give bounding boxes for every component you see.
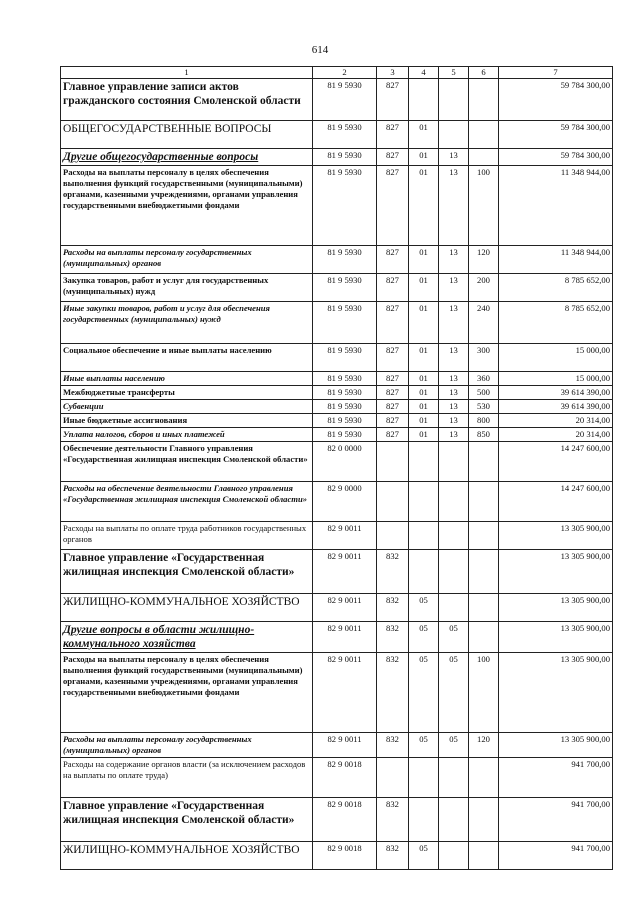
row-expense-type xyxy=(469,149,499,166)
row-expense-type: 530 xyxy=(469,400,499,414)
row-grbs: 827 xyxy=(377,149,409,166)
row-amount: 14 247 600,00 xyxy=(499,482,613,522)
row-subsection xyxy=(439,758,469,798)
row-target-article: 81 9 5930 xyxy=(313,79,377,121)
row-amount: 39 614 390,00 xyxy=(499,400,613,414)
table-row xyxy=(61,653,613,733)
row-subsection: 13 xyxy=(439,274,469,302)
row-name: ОБЩЕГОСУДАРСТВЕННЫЕ ВОПРОСЫ xyxy=(61,121,313,149)
row-amount: 59 784 300,00 xyxy=(499,149,613,166)
row-section: 01 xyxy=(409,344,439,372)
row-grbs xyxy=(377,758,409,798)
table-row xyxy=(61,622,613,653)
row-expense-type xyxy=(469,550,499,594)
row-subsection: 13 xyxy=(439,302,469,344)
table-row xyxy=(61,798,613,842)
page-number: 614 xyxy=(311,44,329,56)
row-amount: 13 305 900,00 xyxy=(499,594,613,622)
row-amount: 941 700,00 xyxy=(499,842,613,870)
table-row xyxy=(61,594,613,622)
row-target-article: 82 0 0000 xyxy=(313,442,377,482)
row-grbs: 827 xyxy=(377,302,409,344)
row-subsection: 13 xyxy=(439,246,469,274)
row-subsection: 05 xyxy=(439,733,469,758)
table-row xyxy=(61,302,613,344)
row-expense-type: 360 xyxy=(469,372,499,386)
table-row xyxy=(61,121,613,149)
col-header-target-article: 2 xyxy=(313,67,377,79)
row-amount: 13 305 900,00 xyxy=(499,550,613,594)
row-target-article: 82 9 0011 xyxy=(313,522,377,550)
row-grbs: 827 xyxy=(377,166,409,246)
row-section xyxy=(409,758,439,798)
row-name: Социальное обеспечение и иные выплаты населению xyxy=(61,344,313,372)
row-expense-type xyxy=(469,522,499,550)
row-target-article: 82 9 0011 xyxy=(313,550,377,594)
row-name: Расходы на содержание органов власти (за исключением расходов на выплаты по оплате труда) xyxy=(61,758,313,798)
row-amount: 14 247 600,00 xyxy=(499,442,613,482)
row-section: 01 xyxy=(409,149,439,166)
row-grbs: 827 xyxy=(377,372,409,386)
table-body xyxy=(61,79,613,870)
table-row xyxy=(61,372,613,386)
row-section: 01 xyxy=(409,274,439,302)
table-row xyxy=(61,274,613,302)
row-name: Расходы на выплаты персоналу в целях обеспечения выполнения функций государственными (муниципальными) органами, казенными учреждениями, органами управления государственными внебюджетными фондами xyxy=(61,653,313,733)
table-row xyxy=(61,400,613,414)
row-name: Расходы на обеспечение деятельности Главного управления «Государственная жилищная инспекция Смоленской области» xyxy=(61,482,313,522)
table-row xyxy=(61,246,613,274)
row-subsection: 13 xyxy=(439,428,469,442)
row-name: Уплата налогов, сборов и иных платежей xyxy=(61,428,313,442)
row-expense-type: 100 xyxy=(469,653,499,733)
row-name: Межбюджетные трансферты xyxy=(61,386,313,400)
row-expense-type: 200 xyxy=(469,274,499,302)
row-amount: 59 784 300,00 xyxy=(499,121,613,149)
row-section xyxy=(409,79,439,121)
row-expense-type xyxy=(469,121,499,149)
row-section: 05 xyxy=(409,842,439,870)
row-name: Закупка товаров, работ и услуг для государственных (муниципальных) нужд xyxy=(61,274,313,302)
row-expense-type xyxy=(469,622,499,653)
table-row xyxy=(61,842,613,870)
row-name: Главное управление «Государственная жилищная инспекция Смоленской области» xyxy=(61,550,313,594)
table-row xyxy=(61,149,613,166)
row-grbs: 832 xyxy=(377,733,409,758)
table-row xyxy=(61,442,613,482)
row-section: 01 xyxy=(409,121,439,149)
row-name: Главное управление «Государственная жилищная инспекция Смоленской области» xyxy=(61,798,313,842)
col-header-expense-type: 6 xyxy=(469,67,499,79)
row-name: Расходы на выплаты персоналу государственных (муниципальных) органов xyxy=(61,246,313,274)
row-grbs xyxy=(377,522,409,550)
row-expense-type xyxy=(469,758,499,798)
row-subsection: 05 xyxy=(439,653,469,733)
row-grbs: 827 xyxy=(377,400,409,414)
row-grbs: 832 xyxy=(377,550,409,594)
row-section: 01 xyxy=(409,386,439,400)
table-row xyxy=(61,79,613,121)
row-expense-type xyxy=(469,842,499,870)
row-target-article: 81 9 5930 xyxy=(313,428,377,442)
col-header-subsection: 5 xyxy=(439,67,469,79)
row-section: 01 xyxy=(409,302,439,344)
row-name: Другие общегосударственные вопросы xyxy=(61,149,313,166)
row-grbs xyxy=(377,482,409,522)
row-target-article: 82 9 0011 xyxy=(313,594,377,622)
row-target-article: 82 9 0018 xyxy=(313,842,377,870)
row-section xyxy=(409,550,439,594)
row-section: 05 xyxy=(409,653,439,733)
row-subsection xyxy=(439,550,469,594)
row-name: Иные выплаты населению xyxy=(61,372,313,386)
row-target-article: 82 9 0018 xyxy=(313,798,377,842)
row-subsection: 05 xyxy=(439,622,469,653)
row-name: Субвенции xyxy=(61,400,313,414)
row-section: 01 xyxy=(409,400,439,414)
row-subsection xyxy=(439,594,469,622)
row-subsection xyxy=(439,121,469,149)
row-grbs: 832 xyxy=(377,653,409,733)
row-target-article: 81 9 5930 xyxy=(313,246,377,274)
row-grbs: 832 xyxy=(377,798,409,842)
row-name: Обеспечение деятельности Главного управления «Государственная жилищная инспекция Смоленской области» xyxy=(61,442,313,482)
row-amount: 13 305 900,00 xyxy=(499,522,613,550)
row-target-article: 81 9 5930 xyxy=(313,386,377,400)
row-name: ЖИЛИЩНО-КОММУНАЛЬНОЕ ХОЗЯЙСТВО xyxy=(61,594,313,622)
row-expense-type xyxy=(469,79,499,121)
table-row xyxy=(61,522,613,550)
row-target-article: 81 9 5930 xyxy=(313,302,377,344)
row-expense-type xyxy=(469,482,499,522)
row-section: 01 xyxy=(409,428,439,442)
col-header-amount: 7 xyxy=(499,67,613,79)
row-section xyxy=(409,798,439,842)
row-section: 01 xyxy=(409,372,439,386)
row-amount: 8 785 652,00 xyxy=(499,274,613,302)
row-target-article: 81 9 5930 xyxy=(313,274,377,302)
row-section: 05 xyxy=(409,622,439,653)
row-name: Главное управление записи актов гражданского состояния Смоленской области xyxy=(61,79,313,121)
row-section xyxy=(409,522,439,550)
row-grbs: 832 xyxy=(377,622,409,653)
row-grbs: 827 xyxy=(377,386,409,400)
budget-table xyxy=(60,66,613,870)
row-subsection: 13 xyxy=(439,400,469,414)
row-name: Расходы на выплаты по оплате труда работников государственных органов xyxy=(61,522,313,550)
row-subsection: 13 xyxy=(439,344,469,372)
row-section xyxy=(409,442,439,482)
row-subsection: 13 xyxy=(439,386,469,400)
row-expense-type: 240 xyxy=(469,302,499,344)
row-name: Иные закупки товаров, работ и услуг для обеспечения государственных (муниципальных) нужд xyxy=(61,302,313,344)
row-amount: 941 700,00 xyxy=(499,798,613,842)
row-subsection: 13 xyxy=(439,372,469,386)
row-grbs: 827 xyxy=(377,121,409,149)
row-target-article: 81 9 5930 xyxy=(313,121,377,149)
row-amount: 39 614 390,00 xyxy=(499,386,613,400)
row-expense-type xyxy=(469,798,499,842)
table-row xyxy=(61,386,613,400)
row-target-article: 81 9 5930 xyxy=(313,344,377,372)
row-target-article: 81 9 5930 xyxy=(313,414,377,428)
row-expense-type: 300 xyxy=(469,344,499,372)
row-section xyxy=(409,482,439,522)
row-subsection: 13 xyxy=(439,166,469,246)
row-amount: 20 314,00 xyxy=(499,428,613,442)
row-expense-type xyxy=(469,442,499,482)
row-grbs: 827 xyxy=(377,344,409,372)
row-grbs: 827 xyxy=(377,79,409,121)
row-grbs: 827 xyxy=(377,414,409,428)
row-subsection xyxy=(439,842,469,870)
row-expense-type: 800 xyxy=(469,414,499,428)
row-grbs xyxy=(377,442,409,482)
row-grbs: 832 xyxy=(377,594,409,622)
col-header-name: 1 xyxy=(61,67,313,79)
row-amount: 11 348 944,00 xyxy=(499,166,613,246)
row-subsection xyxy=(439,798,469,842)
row-expense-type: 850 xyxy=(469,428,499,442)
row-target-article: 81 9 5930 xyxy=(313,166,377,246)
table-row xyxy=(61,758,613,798)
row-subsection xyxy=(439,79,469,121)
row-amount: 15 000,00 xyxy=(499,372,613,386)
row-amount: 11 348 944,00 xyxy=(499,246,613,274)
row-name: Расходы на выплаты персоналу в целях обеспечения выполнения функций государственными (муниципальными) органами, казенными учреждениями, органами управления государственными внебюджетными фондами xyxy=(61,166,313,246)
row-section: 05 xyxy=(409,733,439,758)
table-row xyxy=(61,414,613,428)
row-amount: 20 314,00 xyxy=(499,414,613,428)
row-target-article: 81 9 5930 xyxy=(313,372,377,386)
row-name: ЖИЛИЩНО-КОММУНАЛЬНОЕ ХОЗЯЙСТВО xyxy=(61,842,313,870)
row-amount: 13 305 900,00 xyxy=(499,622,613,653)
row-name: Другие вопросы в области жилищно-коммунального хозяйства xyxy=(61,622,313,653)
col-header-section: 4 xyxy=(409,67,439,79)
row-target-article: 81 9 5930 xyxy=(313,400,377,414)
row-amount: 13 305 900,00 xyxy=(499,653,613,733)
row-name: Иные бюджетные ассигнования xyxy=(61,414,313,428)
row-subsection xyxy=(439,442,469,482)
row-subsection: 13 xyxy=(439,414,469,428)
row-expense-type: 120 xyxy=(469,733,499,758)
row-subsection xyxy=(439,522,469,550)
row-grbs: 827 xyxy=(377,246,409,274)
table-row xyxy=(61,482,613,522)
row-target-article: 82 9 0000 xyxy=(313,482,377,522)
row-amount: 15 000,00 xyxy=(499,344,613,372)
row-amount: 59 784 300,00 xyxy=(499,79,613,121)
row-subsection: 13 xyxy=(439,149,469,166)
row-target-article: 82 9 0011 xyxy=(313,622,377,653)
row-grbs: 827 xyxy=(377,274,409,302)
row-expense-type xyxy=(469,594,499,622)
row-expense-type: 120 xyxy=(469,246,499,274)
table-row xyxy=(61,550,613,594)
row-section: 01 xyxy=(409,246,439,274)
table-row xyxy=(61,166,613,246)
row-grbs: 832 xyxy=(377,842,409,870)
row-section: 01 xyxy=(409,166,439,246)
row-target-article: 82 9 0018 xyxy=(313,758,377,798)
row-target-article: 81 9 5930 xyxy=(313,149,377,166)
row-expense-type: 100 xyxy=(469,166,499,246)
row-name: Расходы на выплаты персоналу государственных (муниципальных) органов xyxy=(61,733,313,758)
row-amount: 941 700,00 xyxy=(499,758,613,798)
table-row xyxy=(61,428,613,442)
row-grbs: 827 xyxy=(377,428,409,442)
row-amount: 8 785 652,00 xyxy=(499,302,613,344)
row-section: 01 xyxy=(409,414,439,428)
row-target-article: 82 9 0011 xyxy=(313,653,377,733)
row-section: 05 xyxy=(409,594,439,622)
row-target-article: 82 9 0011 xyxy=(313,733,377,758)
row-expense-type: 500 xyxy=(469,386,499,400)
row-amount: 13 305 900,00 xyxy=(499,733,613,758)
table-row xyxy=(61,733,613,758)
table-row xyxy=(61,344,613,372)
row-subsection xyxy=(439,482,469,522)
table-header-row xyxy=(61,67,613,79)
col-header-grbs: 3 xyxy=(377,67,409,79)
